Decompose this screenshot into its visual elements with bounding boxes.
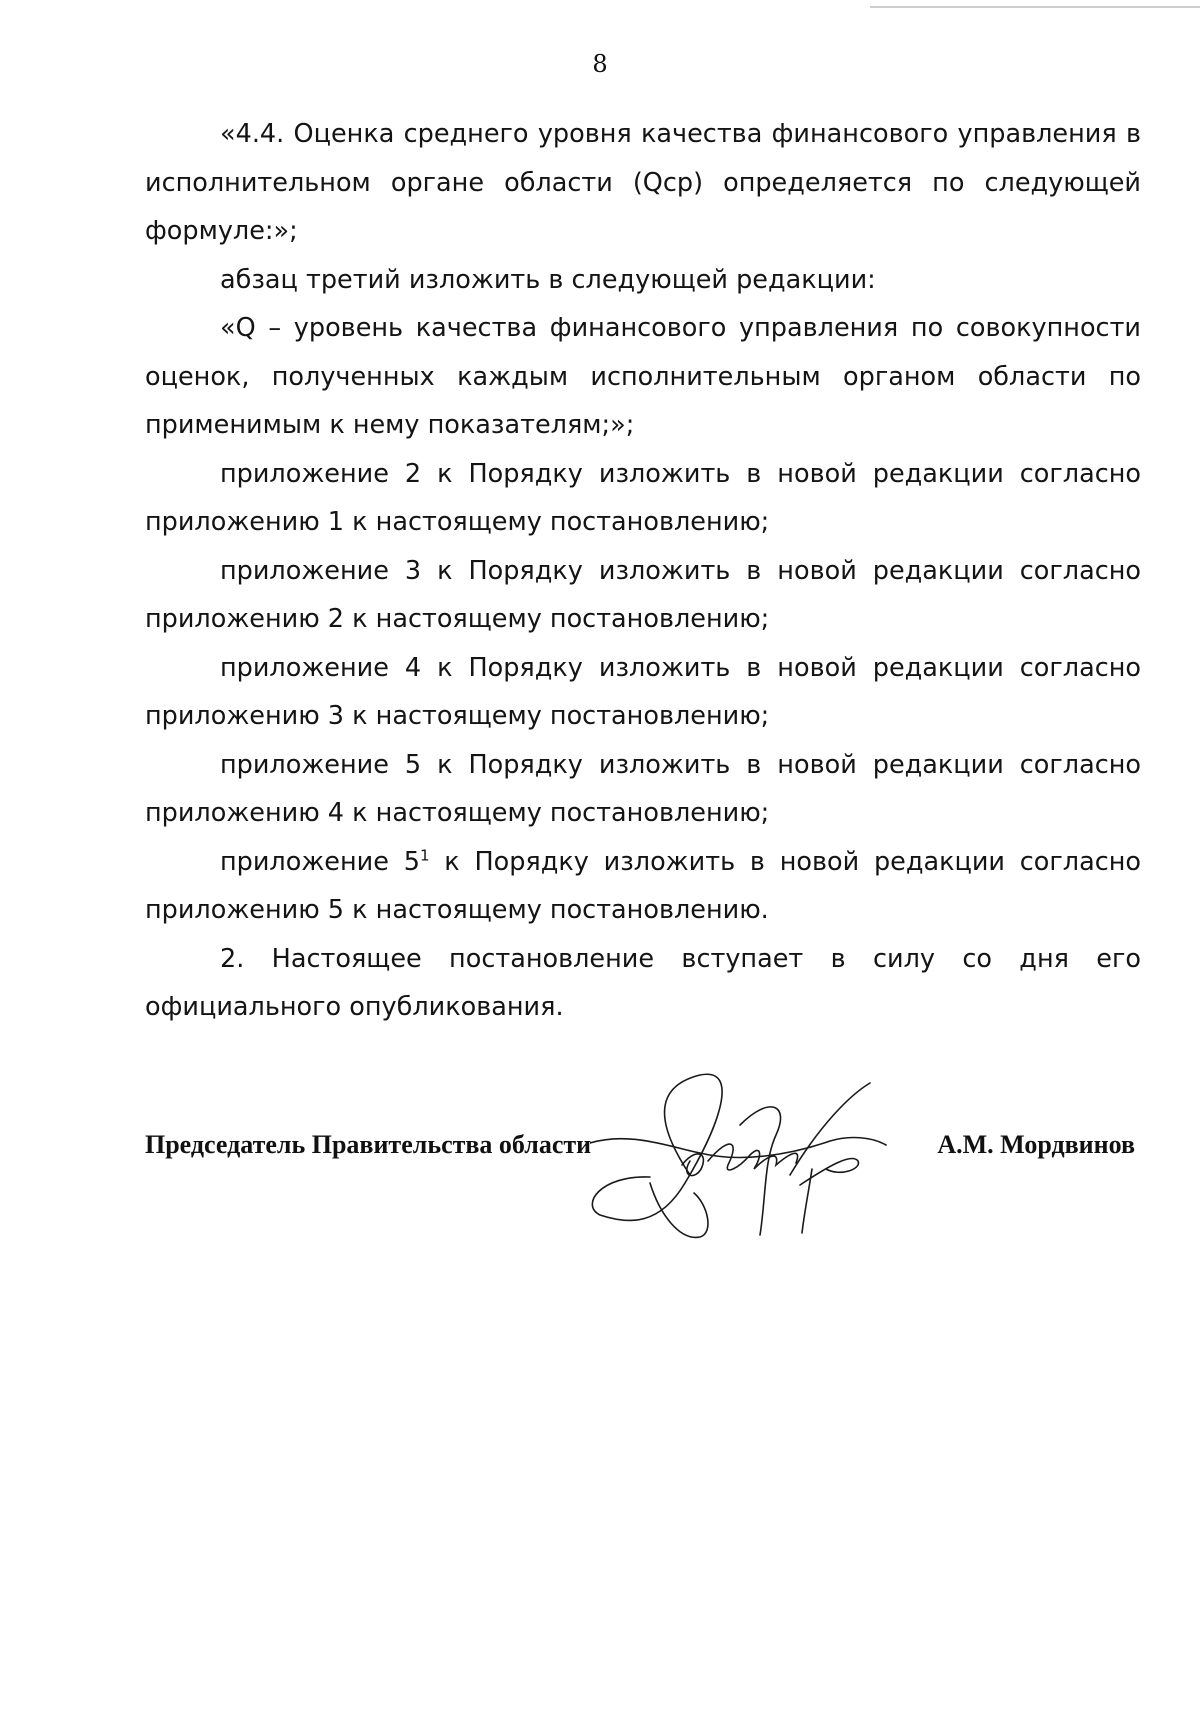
paragraph: приложение 3 к Порядку изложить в новой редакции согласно приложению 2 к настоящему постановлению;: [145, 555, 1141, 634]
signatory-name: А.М. Мордвинов: [937, 1130, 1135, 1159]
signature-block: [145, 1130, 1135, 1170]
paragraph: приложение 5 к Порядку изложить в новой редакции согласно приложению 4 к настоящему постановлению;: [145, 749, 1141, 828]
paragraph: «Q – уровень качества финансового управления по совокупности оценок, полученных каждым исполнительным органом области по применимым к нему показателям;»;: [145, 313, 1141, 440]
paragraph-text: приложение 5: [220, 846, 420, 877]
top-edge-line: [870, 6, 1200, 8]
paragraph: [145, 838, 1141, 935]
paragraph-text: к Порядку изложить в новой редакции согласно приложению 5 к настоящему постановлению.: [145, 846, 1141, 925]
paragraph: приложение 2 к Порядку изложить в новой редакции согласно приложению 1 к настоящему постановлению;: [145, 458, 1141, 537]
superscript: 1: [419, 846, 430, 864]
paragraph: приложение 4 к Порядку изложить в новой редакции согласно приложению 3 к настоящему постановлению;: [145, 652, 1141, 731]
document-body: [145, 110, 1141, 1032]
paragraph: 2. Настоящее постановление вступает в силу со дня его официального опубликования.: [145, 943, 1141, 1022]
paragraph: «4.4. Оценка среднего уровня качества финансового управления в исполнительном органе области (Qср) определяется по следующей формуле:»;: [145, 119, 1141, 246]
paragraph: абзац третий изложить в следующей редакции:: [220, 264, 876, 295]
page-number: 8: [592, 50, 608, 78]
signatory-position: Председатель Правительства области: [145, 1130, 592, 1159]
